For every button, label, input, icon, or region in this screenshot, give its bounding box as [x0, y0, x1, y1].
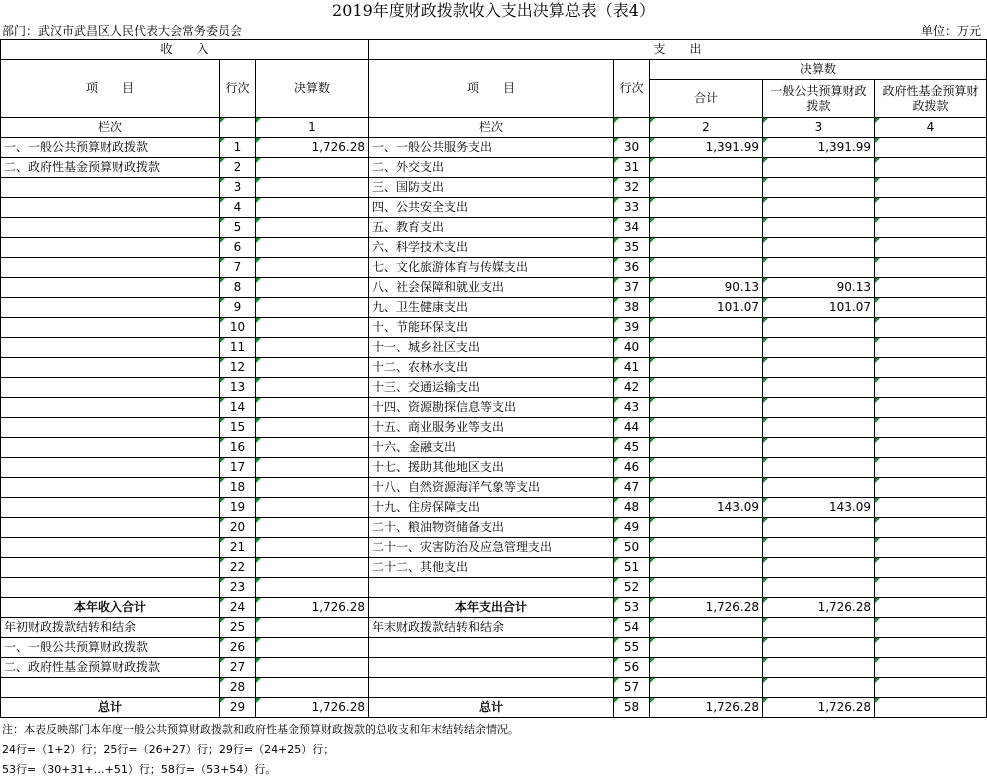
expense-general-cell [763, 418, 875, 438]
expense-row-no-cell: 41 [614, 358, 650, 378]
income-row-no-cell: 7 [220, 258, 256, 278]
expense-general-cell [763, 198, 875, 218]
table-row [1, 138, 987, 158]
expense-total-cell [650, 338, 763, 358]
expense-total-cell [650, 658, 763, 678]
income-row-no-cell: 14 [220, 398, 256, 418]
table-row [1, 278, 987, 298]
expense-total-cell [650, 218, 763, 238]
unit-label: 单位：万元 [920, 24, 981, 38]
expense-row-no-cell: 55 [614, 638, 650, 658]
expense-item-cell: 总计 [369, 698, 614, 718]
expense-general-cell [763, 258, 875, 278]
expense-general-cell [763, 538, 875, 558]
expense-row-no-cell: 40 [614, 338, 650, 358]
expense-fund-cell [875, 258, 987, 278]
expense-fund-cell [875, 418, 987, 438]
expense-row-no-cell: 39 [614, 318, 650, 338]
report-title: 2019年度财政拨款收入支出决算总表（表4） [332, 1, 655, 20]
expense-fund-cell [875, 398, 987, 418]
expense-row-no-cell: 54 [614, 618, 650, 638]
table-row [1, 218, 987, 238]
general-column-index: 3 [763, 118, 875, 138]
income-amount-cell [256, 478, 369, 498]
income-amount-cell [256, 278, 369, 298]
expense-row-no-cell: 43 [614, 398, 650, 418]
income-row-no-cell: 4 [220, 198, 256, 218]
income-row-no-cell: 6 [220, 238, 256, 258]
table-row [1, 538, 987, 558]
expense-row-no-cell: 38 [614, 298, 650, 318]
income-amount-cell: 1,726.28 [256, 138, 369, 158]
expense-row-no-cell: 46 [614, 458, 650, 478]
expense-total-cell [650, 638, 763, 658]
expense-fund-cell [875, 278, 987, 298]
income-column-label: 栏次 [1, 118, 220, 138]
expense-general-cell [763, 478, 875, 498]
expense-item-cell: 五、教育支出 [369, 218, 614, 238]
expense-row-no-cell: 34 [614, 218, 650, 238]
expense-item-cell: 二、外交支出 [369, 158, 614, 178]
expense-row-no-cell: 53 [614, 598, 650, 618]
expense-total-cell [650, 238, 763, 258]
expense-general-cell [763, 378, 875, 398]
table-row [1, 458, 987, 478]
income-row-no-cell: 11 [220, 338, 256, 358]
table-row [1, 598, 987, 618]
income-item-cell [1, 538, 220, 558]
table-row [1, 158, 987, 178]
income-row-no-cell: 2 [220, 158, 256, 178]
expense-total-cell: 90.13 [650, 278, 763, 298]
expense-item-cell: 一、一般公共服务支出 [369, 138, 614, 158]
table-row [1, 418, 987, 438]
expense-general-cell [763, 578, 875, 598]
expense-total-cell [650, 678, 763, 698]
income-amount-cell [256, 678, 369, 698]
expense-row-no-cell: 37 [614, 278, 650, 298]
income-item-cell [1, 278, 220, 298]
income-row-no-cell: 13 [220, 378, 256, 398]
expense-general-cell: 90.13 [763, 278, 875, 298]
final-accounts-table [0, 39, 987, 718]
expense-general-cell: 1,726.28 [763, 698, 875, 718]
income-item-cell [1, 198, 220, 218]
expense-general-cell [763, 158, 875, 178]
table-row [1, 578, 987, 598]
expense-fund-cell [875, 158, 987, 178]
income-header: 收 入 [1, 40, 369, 60]
expense-item-cell: 二十、粮油物资储备支出 [369, 518, 614, 538]
expense-item-cell: 十九、住房保障支出 [369, 498, 614, 518]
income-row-no-cell: 19 [220, 498, 256, 518]
expense-general-cell: 101.07 [763, 298, 875, 318]
income-row-no-cell: 10 [220, 318, 256, 338]
expense-item-cell: 年末财政拨款结转和结余 [369, 618, 614, 638]
table-row [1, 318, 987, 338]
expense-column-no [614, 118, 650, 138]
table-row [1, 638, 987, 658]
expense-total-cell [650, 578, 763, 598]
expense-total-cell [650, 538, 763, 558]
income-item-cell [1, 478, 220, 498]
expense-item-cell: 十七、援助其他地区支出 [369, 458, 614, 478]
expense-total-cell [650, 438, 763, 458]
table-row [1, 658, 987, 678]
expense-item-cell: 十五、商业服务业等支出 [369, 418, 614, 438]
expense-general-cell [763, 618, 875, 638]
expense-total-cell [650, 518, 763, 538]
expense-fund-cell [875, 658, 987, 678]
table-row [1, 358, 987, 378]
expense-row-no-cell: 42 [614, 378, 650, 398]
expense-item-cell: 九、卫生健康支出 [369, 298, 614, 318]
notes [2, 720, 519, 780]
expense-total-cell: 101.07 [650, 298, 763, 318]
expense-item-cell: 二十二、其他支出 [369, 558, 614, 578]
expense-fund-cell [875, 678, 987, 698]
expense-fund-cell [875, 438, 987, 458]
expense-row-no-cell: 47 [614, 478, 650, 498]
expense-total-cell [650, 198, 763, 218]
expense-fund-cell [875, 698, 987, 718]
expense-general-cell [763, 338, 875, 358]
income-row-no-cell: 3 [220, 178, 256, 198]
income-row-no-cell: 12 [220, 358, 256, 378]
expense-row-no-cell: 33 [614, 198, 650, 218]
expense-total-cell [650, 378, 763, 398]
income-amount-cell [256, 318, 369, 338]
expense-total-cell: 1,726.28 [650, 698, 763, 718]
total-col-header: 合计 [650, 80, 763, 118]
table-row [1, 338, 987, 358]
expense-row-no-header: 行次 [614, 60, 650, 118]
income-amount-cell [256, 498, 369, 518]
expense-general-cell [763, 678, 875, 698]
income-amount-cell [256, 418, 369, 438]
expense-fund-cell [875, 298, 987, 318]
expense-item-cell: 十四、资源勘探信息等支出 [369, 398, 614, 418]
income-item-cell [1, 518, 220, 538]
table-row [1, 258, 987, 278]
income-item-cell [1, 218, 220, 238]
income-item-cell [1, 358, 220, 378]
expense-fund-cell [875, 578, 987, 598]
expense-fund-cell [875, 598, 987, 618]
table-row [1, 678, 987, 698]
expense-general-cell [763, 658, 875, 678]
expense-item-cell [369, 678, 614, 698]
department-label: 部门：武汉市武昌区人民代表大会常务委员会 [2, 24, 243, 38]
expense-fund-cell [875, 358, 987, 378]
expense-row-no-cell: 51 [614, 558, 650, 578]
table-row [1, 298, 987, 318]
expense-total-cell [650, 458, 763, 478]
expense-general-cell [763, 318, 875, 338]
income-amount-cell [256, 358, 369, 378]
income-row-no-cell: 25 [220, 618, 256, 638]
income-item-cell [1, 418, 220, 438]
expense-item-cell: 三、国防支出 [369, 178, 614, 198]
expense-row-no-cell: 58 [614, 698, 650, 718]
income-item-cell [1, 298, 220, 318]
table-row [1, 698, 987, 718]
income-amount-cell [256, 218, 369, 238]
expense-general-cell [763, 358, 875, 378]
expense-fund-cell [875, 558, 987, 578]
income-column-no [220, 118, 256, 138]
expense-row-no-cell: 49 [614, 518, 650, 538]
expense-item-cell: 十六、金融支出 [369, 438, 614, 458]
income-amount-cell [256, 518, 369, 538]
income-amount-cell [256, 658, 369, 678]
income-amount-header: 决算数 [256, 60, 369, 118]
income-item-cell [1, 338, 220, 358]
expense-row-no-cell: 31 [614, 158, 650, 178]
income-item-cell: 总计 [1, 698, 220, 718]
expense-row-no-cell: 45 [614, 438, 650, 458]
expense-total-cell [650, 258, 763, 278]
expense-total-cell [650, 178, 763, 198]
income-amount-cell [256, 558, 369, 578]
expense-row-no-cell: 52 [614, 578, 650, 598]
income-amount-cell [256, 198, 369, 218]
expense-item-cell [369, 638, 614, 658]
income-item-cell [1, 458, 220, 478]
income-row-no-cell: 17 [220, 458, 256, 478]
income-item-cell: 二、政府性基金预算财政拨款 [1, 658, 220, 678]
income-amount-cell [256, 158, 369, 178]
expense-item-cell: 十八、自然资源海洋气象等支出 [369, 478, 614, 498]
expense-general-cell [763, 218, 875, 238]
expense-fund-cell [875, 138, 987, 158]
income-item-cell: 年初财政拨款结转和结余 [1, 618, 220, 638]
expense-item-cell: 十三、交通运输支出 [369, 378, 614, 398]
table-row [1, 558, 987, 578]
expense-fund-cell [875, 498, 987, 518]
expense-fund-cell [875, 238, 987, 258]
expense-fund-cell [875, 618, 987, 638]
income-row-no-cell: 5 [220, 218, 256, 238]
expense-total-cell [650, 318, 763, 338]
income-item-cell: 二、政府性基金预算财政拨款 [1, 158, 220, 178]
expense-fund-cell [875, 518, 987, 538]
expense-fund-cell [875, 378, 987, 398]
income-item-cell [1, 558, 220, 578]
expense-row-no-cell: 32 [614, 178, 650, 198]
expense-total-cell: 1,726.28 [650, 598, 763, 618]
expense-row-no-cell: 48 [614, 498, 650, 518]
expense-general-cell: 1,391.99 [763, 138, 875, 158]
income-item-cell [1, 378, 220, 398]
expense-fund-cell [875, 198, 987, 218]
income-row-no-cell: 28 [220, 678, 256, 698]
expense-row-no-cell: 57 [614, 678, 650, 698]
expense-row-no-cell: 35 [614, 238, 650, 258]
income-row-no-cell: 8 [220, 278, 256, 298]
expense-row-no-cell: 56 [614, 658, 650, 678]
income-row-no-cell: 26 [220, 638, 256, 658]
expense-total-cell [650, 418, 763, 438]
expense-item-cell: 十、节能环保支出 [369, 318, 614, 338]
table-row [1, 238, 987, 258]
income-row-no-cell: 9 [220, 298, 256, 318]
expense-total-cell [650, 478, 763, 498]
table-row [1, 438, 987, 458]
expense-general-cell [763, 518, 875, 538]
expense-general-cell [763, 458, 875, 478]
expense-total-cell: 143.09 [650, 498, 763, 518]
income-row-no-cell: 18 [220, 478, 256, 498]
income-item-cell [1, 178, 220, 198]
table-row [1, 478, 987, 498]
table-row [1, 378, 987, 398]
income-row-no-header: 行次 [220, 60, 256, 118]
income-row-no-cell: 27 [220, 658, 256, 678]
expense-fund-cell [875, 458, 987, 478]
expense-fund-cell [875, 538, 987, 558]
expense-row-no-cell: 30 [614, 138, 650, 158]
income-amount-cell [256, 238, 369, 258]
expense-item-cell: 十一、城乡社区支出 [369, 338, 614, 358]
income-amount-cell: 1,726.28 [256, 698, 369, 718]
note-line: 注：本表反映部门本年度一般公共预算财政拨款和政府性基金预算财政拨款的总收支和年末结转结余情况。 [2, 723, 519, 736]
table-row [1, 178, 987, 198]
expense-fund-cell [875, 638, 987, 658]
income-row-no-cell: 23 [220, 578, 256, 598]
expense-item-cell: 本年支出合计 [369, 598, 614, 618]
table-row [1, 518, 987, 538]
table-row [1, 618, 987, 638]
expense-row-no-cell: 50 [614, 538, 650, 558]
table-row [1, 198, 987, 218]
expense-total-cell [650, 358, 763, 378]
expense-item-cell: 十二、农林水支出 [369, 358, 614, 378]
expense-general-cell: 1,726.28 [763, 598, 875, 618]
expense-row-no-cell: 44 [614, 418, 650, 438]
total-column-index: 2 [650, 118, 763, 138]
expense-total-cell [650, 558, 763, 578]
income-item-cell: 一、一般公共预算财政拨款 [1, 638, 220, 658]
income-column-index: 1 [256, 118, 369, 138]
gov-fund-col-header: 政府性基金预算财政拨款 [875, 80, 987, 118]
expense-fund-cell [875, 218, 987, 238]
expense-total-cell [650, 158, 763, 178]
expense-item-cell: 七、文化旅游体育与传媒支出 [369, 258, 614, 278]
table-row [1, 398, 987, 418]
income-row-no-cell: 24 [220, 598, 256, 618]
income-item-cell: 一、一般公共预算财政拨款 [1, 138, 220, 158]
income-amount-cell [256, 538, 369, 558]
income-amount-cell: 1,726.28 [256, 598, 369, 618]
fund-column-index: 4 [875, 118, 987, 138]
table-row [1, 498, 987, 518]
income-row-no-cell: 29 [220, 698, 256, 718]
income-amount-cell [256, 398, 369, 418]
income-amount-cell [256, 618, 369, 638]
income-row-no-cell: 22 [220, 558, 256, 578]
expense-general-cell: 143.09 [763, 498, 875, 518]
expense-general-cell [763, 558, 875, 578]
expense-item-header: 项 目 [369, 60, 614, 118]
expense-total-cell: 1,391.99 [650, 138, 763, 158]
income-amount-cell [256, 378, 369, 398]
income-item-cell [1, 498, 220, 518]
income-item-cell [1, 438, 220, 458]
expense-fund-cell [875, 318, 987, 338]
income-amount-cell [256, 298, 369, 318]
income-amount-cell [256, 338, 369, 358]
expense-general-cell [763, 638, 875, 658]
income-item-cell: 本年收入合计 [1, 598, 220, 618]
income-amount-cell [256, 258, 369, 278]
income-row-no-cell: 20 [220, 518, 256, 538]
income-row-no-cell: 1 [220, 138, 256, 158]
income-amount-cell [256, 458, 369, 478]
expense-general-cell [763, 178, 875, 198]
general-budget-col-header: 一般公共预算财政拨款 [763, 80, 875, 118]
expense-general-cell [763, 238, 875, 258]
income-amount-cell [256, 178, 369, 198]
income-item-cell [1, 318, 220, 338]
note-line: 53行=（30+31+…+51）行；58行=（53+54）行。 [2, 763, 277, 776]
expense-total-cell [650, 398, 763, 418]
income-row-no-cell: 16 [220, 438, 256, 458]
income-item-cell [1, 258, 220, 278]
expense-column-label: 栏次 [369, 118, 614, 138]
income-item-cell [1, 678, 220, 698]
income-item-header: 项 目 [1, 60, 220, 118]
expense-total-cell [650, 618, 763, 638]
expense-item-cell: 六、科学技术支出 [369, 238, 614, 258]
expense-item-cell: 八、社会保障和就业支出 [369, 278, 614, 298]
income-row-no-cell: 15 [220, 418, 256, 438]
expense-item-cell [369, 658, 614, 678]
expense-fund-cell [875, 478, 987, 498]
income-row-no-cell: 21 [220, 538, 256, 558]
expense-row-no-cell: 36 [614, 258, 650, 278]
income-item-cell [1, 578, 220, 598]
expense-fund-cell [875, 338, 987, 358]
expense-general-cell [763, 398, 875, 418]
income-amount-cell [256, 638, 369, 658]
expense-fund-cell [875, 178, 987, 198]
expense-item-cell: 二十一、灾害防治及应急管理支出 [369, 538, 614, 558]
expense-general-cell [763, 438, 875, 458]
expense-header: 支 出 [369, 40, 987, 60]
income-item-cell [1, 398, 220, 418]
income-amount-cell [256, 438, 369, 458]
expense-item-cell [369, 578, 614, 598]
note-line: 24行=（1+2）行；25行=（26+27）行；29行=（24+25）行； [2, 743, 335, 756]
expense-amount-group-header: 决算数 [650, 60, 987, 80]
expense-item-cell: 四、公共安全支出 [369, 198, 614, 218]
income-item-cell [1, 238, 220, 258]
income-amount-cell [256, 578, 369, 598]
